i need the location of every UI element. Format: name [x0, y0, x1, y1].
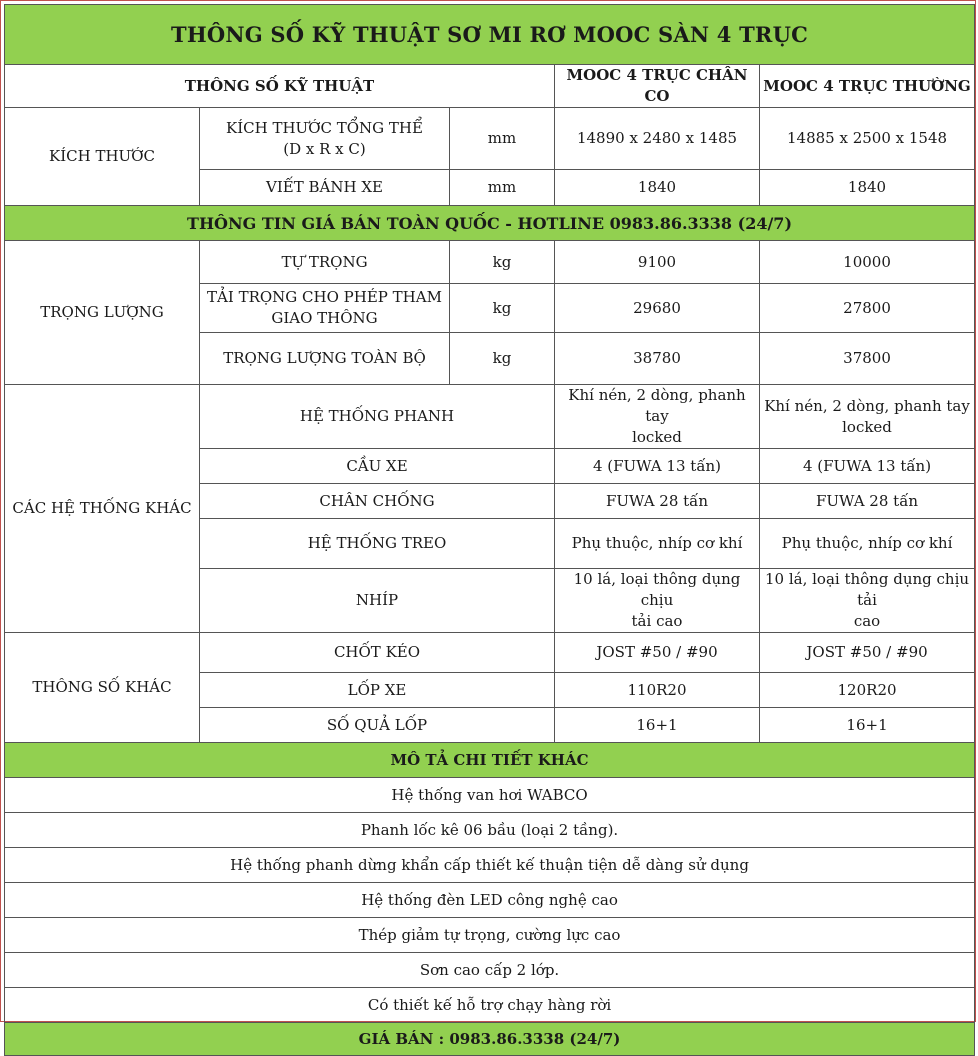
detail-item: Sơn cao cấp 2 lớp. — [5, 953, 975, 988]
group-label-weight: TRỌNG LƯỢNG — [5, 241, 200, 385]
row-name: TẢI TRỌNG CHO PHÉP THAM GIAO THÔNG — [200, 284, 450, 333]
value-thuong: 37800 — [760, 333, 975, 385]
value-thuong: 4 (FUWA 13 tấn) — [760, 449, 975, 484]
value-chan-co: 38780 — [555, 333, 760, 385]
group-label-size: KÍCH THƯỚC — [5, 108, 200, 206]
row-name: TRỌNG LƯỢNG TOÀN BỘ — [200, 333, 450, 385]
row-name: NHÍP — [200, 569, 555, 633]
detail-item: Hệ thống đèn LED công nghệ cao — [5, 883, 975, 918]
detail-item: Hệ thống phanh dừng khẩn cấp thiết kế thuận tiện dễ dàng sử dụng — [5, 848, 975, 883]
value-chan-co: Phụ thuộc, nhíp cơ khí — [555, 519, 760, 569]
column-header-chan-co: MOOC 4 TRỤC CHÂN CO — [555, 65, 760, 108]
detail-item: Có thiết kế hỗ trợ chạy hàng rời — [5, 988, 975, 1023]
value-thuong: FUWA 28 tấn — [760, 484, 975, 519]
row-unit: kg — [450, 284, 555, 333]
row-unit: mm — [450, 108, 555, 170]
row-name: CHÂN CHỐNG — [200, 484, 555, 519]
hotline-banner: THÔNG TIN GIÁ BÁN TOÀN QUỐC - HOTLINE 0983.86.3338 (24/7) — [5, 206, 975, 241]
value-chan-co: 29680 — [555, 284, 760, 333]
row-unit: kg — [450, 333, 555, 385]
page-title: THÔNG SỐ KỸ THUẬT SƠ MI RƠ MOOC SÀN 4 TRỤC — [5, 5, 975, 65]
value-thuong: Phụ thuộc, nhíp cơ khí — [760, 519, 975, 569]
value-chan-co: Khí nén, 2 dòng, phanh tay locked — [555, 385, 760, 449]
row-unit: kg — [450, 241, 555, 284]
value-thuong: 10 lá, loại thông dụng chịu tải cao — [760, 569, 975, 633]
value-chan-co: FUWA 28 tấn — [555, 484, 760, 519]
column-header-thuong: MOOC 4 TRỤC THƯỜNG — [760, 65, 975, 108]
value-thuong: 120R20 — [760, 673, 975, 708]
value-thuong: 10000 — [760, 241, 975, 284]
row-name: KÍCH THƯỚC TỔNG THỂ (D x R x C) — [200, 108, 450, 170]
value-thuong: 16+1 — [760, 708, 975, 743]
value-thuong: 27800 — [760, 284, 975, 333]
value-chan-co: 16+1 — [555, 708, 760, 743]
detail-item: Hệ thống van hơi WABCO — [5, 778, 975, 813]
value-chan-co: 10 lá, loại thông dụng chịu tải cao — [555, 569, 760, 633]
value-thuong: Khí nén, 2 dòng, phanh tay locked — [760, 385, 975, 449]
row-name: HỆ THỐNG PHANH — [200, 385, 555, 449]
value-chan-co: 14890 x 2480 x 1485 — [555, 108, 760, 170]
spec-table — [4, 4, 975, 1056]
row-name: HỆ THỐNG TREO — [200, 519, 555, 569]
value-chan-co: 9100 — [555, 241, 760, 284]
detail-item: Phanh lốc kê 06 bầu (loại 2 tầng). — [5, 813, 975, 848]
price-footer: GIÁ BÁN : 0983.86.3338 (24/7) — [5, 1023, 975, 1056]
row-name: CHỐT KÉO — [200, 633, 555, 673]
row-name: CẦU XE — [200, 449, 555, 484]
row-name: LỐP XE — [200, 673, 555, 708]
table-row — [5, 241, 975, 284]
details-heading: MÔ TẢ CHI TIẾT KHÁC — [5, 743, 975, 778]
value-thuong: 14885 x 2500 x 1548 — [760, 108, 975, 170]
value-chan-co: 4 (FUWA 13 tấn) — [555, 449, 760, 484]
table-row — [5, 108, 975, 170]
value-thuong: 1840 — [760, 170, 975, 206]
row-name: VIẾT BÁNH XE — [200, 170, 450, 206]
row-name: SỐ QUẢ LỐP — [200, 708, 555, 743]
table-row — [5, 385, 975, 449]
table-row — [5, 633, 975, 673]
row-unit: mm — [450, 170, 555, 206]
detail-item: Thép giảm tự trọng, cường lực cao — [5, 918, 975, 953]
value-chan-co: 110R20 — [555, 673, 760, 708]
spec-header: THÔNG SỐ KỸ THUẬT — [5, 65, 555, 108]
value-thuong: JOST #50 / #90 — [760, 633, 975, 673]
value-chan-co: JOST #50 / #90 — [555, 633, 760, 673]
group-label-other: THÔNG SỐ KHÁC — [5, 633, 200, 743]
value-chan-co: 1840 — [555, 170, 760, 206]
group-label-systems: CÁC HỆ THỐNG KHÁC — [5, 385, 200, 633]
row-name: TỰ TRỌNG — [200, 241, 450, 284]
